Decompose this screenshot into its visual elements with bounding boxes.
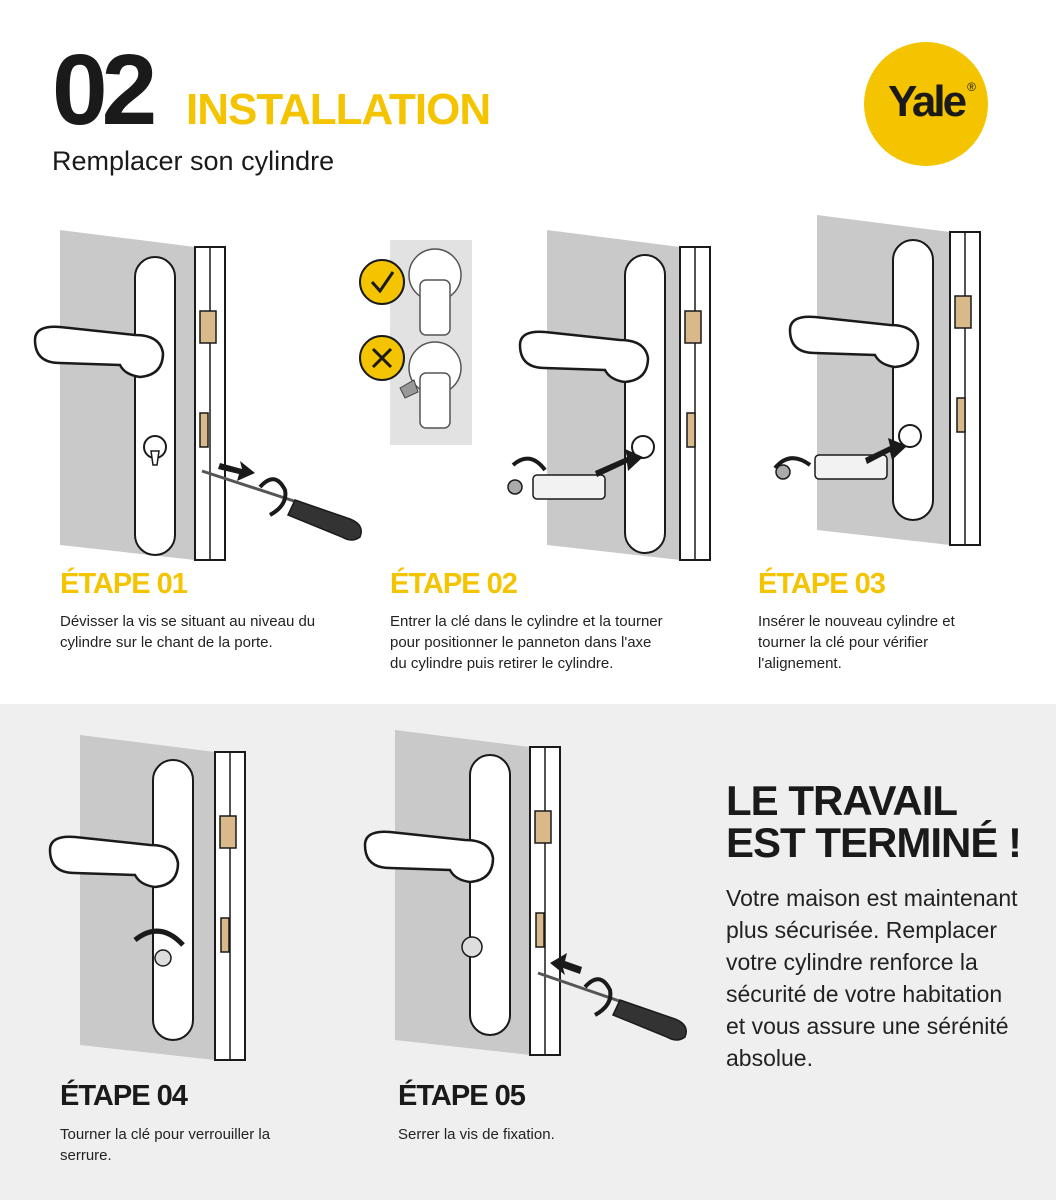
step-01-illustration — [30, 225, 370, 570]
yale-logo — [864, 42, 988, 166]
step-05-title: ÉTAPE 05 — [398, 1080, 525, 1112]
step-03-title: ÉTAPE 03 — [758, 568, 885, 600]
step-02-illustration — [495, 225, 725, 570]
section-subtitle: Remplacer son cylindre — [52, 146, 335, 176]
door-latch — [200, 311, 216, 343]
step-01-title: ÉTAPE 01 — [60, 568, 187, 600]
completion-title-line-1: LE TRAVAIL — [726, 777, 958, 824]
handle-plate — [135, 257, 175, 555]
step-04-illustration — [45, 730, 275, 1070]
step-02-description: Entrer la clé dans le cylindre et la tourner pour positionner le panneton dans l'axe du cylindre puis retirer le cylindre. — [390, 613, 663, 672]
completion-text: Votre maison est maintenant plus sécurisée. Remplacer votre cylindre renforce la sécurité de votre habitation et vous assure une sérénité absolue. — [726, 885, 1018, 1071]
step-04-description: Tourner la clé pour verrouiller la serrure. — [60, 1126, 271, 1164]
section-title: INSTALLATION — [186, 85, 491, 134]
completion-title — [726, 777, 1022, 866]
step-02-title: ÉTAPE 02 — [390, 568, 517, 600]
cam-position-inset — [350, 240, 480, 450]
removed-cylinder — [533, 475, 605, 499]
completion-title-line-2: EST TERMINÉ ! — [726, 819, 1022, 866]
check-icon — [360, 260, 404, 304]
screwdriver-handle — [288, 500, 361, 540]
section-number: 02 — [52, 34, 152, 146]
step-03-illustration — [765, 210, 995, 555]
step-03-description: Insérer le nouveau cylindre et tourner la clé pour vérifier l'alignement. — [758, 613, 955, 672]
logo-registered-mark: ® — [967, 80, 976, 94]
step-04-title: ÉTAPE 04 — [60, 1080, 187, 1112]
step-05-description: Serrer la vis de fixation. — [398, 1126, 555, 1143]
key-icon — [155, 950, 171, 966]
step-01-description: Dévisser la vis se situant au niveau du cylindre sur le chant de la porte. — [60, 613, 316, 651]
logo-text: Yale — [887, 77, 965, 126]
step-05-illustration — [360, 725, 700, 1065]
